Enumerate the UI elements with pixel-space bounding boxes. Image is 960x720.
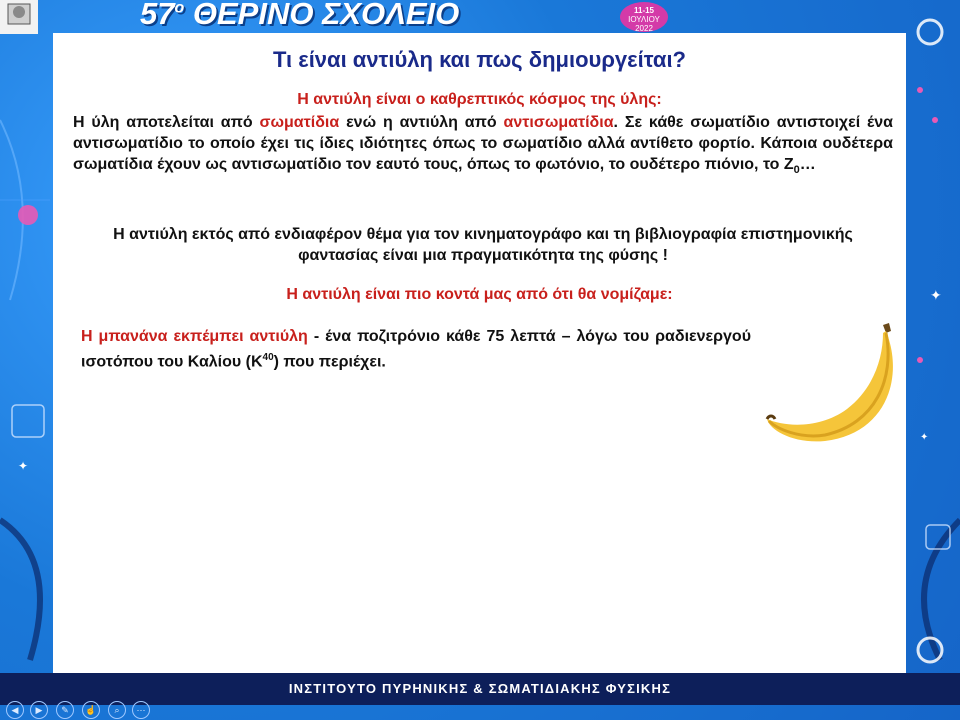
- next-icon[interactable]: ▶: [30, 701, 48, 719]
- logo-icon: [4, 2, 34, 32]
- pen-icon[interactable]: ✎: [56, 701, 74, 719]
- paragraph-reality: Η αντιύλη εκτός από ενδιαφέρον θέμα για τον κινηματογράφο και τη βιβλιογραφία επιστημονικής φαντασίας είναι μια πραγματικότητα της φύσης !: [113, 226, 853, 264]
- institute-logo: [0, 0, 38, 34]
- svg-text:✦: ✦: [930, 287, 942, 303]
- svg-text:✦: ✦: [18, 459, 29, 473]
- prev-icon[interactable]: ◀: [6, 701, 24, 719]
- school-title: $57^o$ ΘΕΡΙΝΟ ΣΧΟΛΕΙΟ: [140, 0, 460, 31]
- paragraph-banana: Η μπανάνα εκπέμπει αντιύλη - ένα ποζιτρόνιο κάθε 75 λεπτά – λόγω του ραδιενεργού ισοτόπου του Καλίου $(K^{40})$ που περιέχει.: [81, 328, 752, 371]
- presentation-controls: [0, 700, 960, 720]
- paragraph-matter-antimatter: Η ύλη αποτελείται από σωματίδια ενώ η αντιύλη από αντισωματίδια. Σε κάθε σωματίδιο αντιστοιχεί ένα αντισωματίδιο το οποίο έχει τις ίδιες ιδιότητες όπως το σωματίδιο αλλά αντίθετο φορτίο. Κάποια ουδέτερα σωματίδια έχουν ως αντισωματίδιο τον εαυτό τους, όπως το φωτόνιο, το ουδέτερο πιόνιο, το $Z_0\dots$: [73, 114, 894, 177]
- header-bar: [0, 0, 960, 34]
- date-badge: 11-15 ΙΟΥΛΙΟΥ 2022: [620, 2, 668, 32]
- footer-institute: ΙΝΣΤΙΤΟΥΤΟ ΠΥΡΗΝΙΚΗΣ & ΣΩΜΑΤΙΔΙΑΚΗΣ ΦΥΣΙΚΗΣ: [288, 681, 672, 696]
- section-heading-mirror-world: Η αντιύλη είναι ο καθρεπτικός κόσμος της ύλης:: [297, 91, 662, 108]
- section-heading-closer: Η αντιύλη είναι πιο κοντά μας από ότι θα νομίζαμε:: [286, 286, 673, 303]
- slide: [53, 33, 906, 673]
- more-icon[interactable]: ⋯: [132, 701, 150, 719]
- svg-text:✦: ✦: [920, 432, 929, 443]
- pointer-icon[interactable]: ☝: [82, 701, 100, 719]
- banana-image: [765, 319, 905, 449]
- slide-title: Τι είναι αντιύλη και πως δημιουργείται?: [272, 47, 686, 72]
- zoom-icon[interactable]: ⌕: [108, 701, 126, 719]
